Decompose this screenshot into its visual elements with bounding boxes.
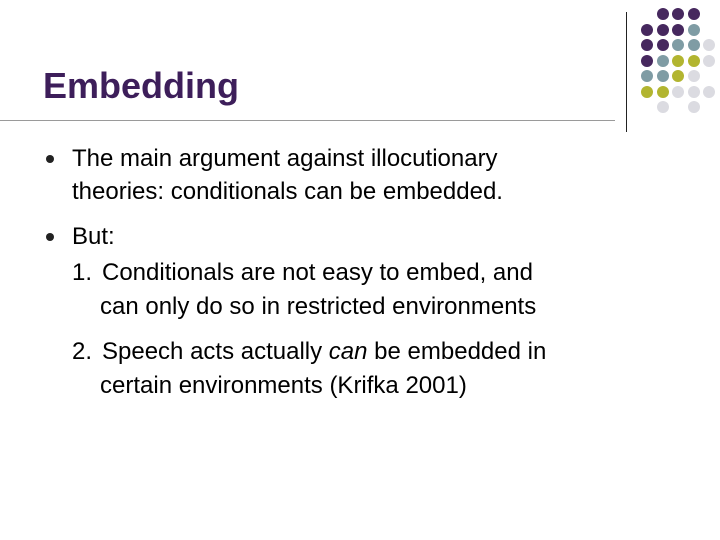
dot-gray (688, 86, 700, 98)
dot-olive (672, 70, 684, 82)
dot-purple (672, 8, 684, 20)
dot-olive (672, 55, 684, 67)
dot-olive (641, 86, 653, 98)
bullet-1-line-2: theories: conditionals can be embedded. (72, 178, 503, 205)
dot-purple (657, 24, 669, 36)
dot-spacer (641, 8, 653, 20)
dot-purple (657, 8, 669, 20)
dot-gray (688, 101, 700, 113)
dot-purple (641, 24, 653, 36)
title-divider (0, 120, 615, 121)
slide-title: Embedding (43, 65, 239, 106)
dot-purple (672, 24, 684, 36)
dot-gray (703, 39, 715, 51)
dot-gray (688, 70, 700, 82)
dot-spacer (672, 101, 684, 113)
vertical-divider (626, 12, 627, 132)
dot-gray (672, 86, 684, 98)
bullet-2-text: But: (72, 223, 115, 250)
dot-gray (703, 86, 715, 98)
dot-spacer (703, 24, 715, 36)
dot-spacer (703, 70, 715, 82)
emphasis-text: can (328, 338, 368, 365)
numbered-item-2-line-1: 2. Speech acts actually can be embedded in (72, 338, 547, 365)
dot-teal (657, 70, 669, 82)
bullet-icon (46, 233, 54, 241)
item-number: 1. (72, 259, 93, 286)
dot-gray (703, 55, 715, 67)
dot-gray (657, 101, 669, 113)
numbered-item-1-line-2: can only do so in restricted environments (100, 293, 537, 320)
numbered-item-1-line-1: 1. Conditionals are not easy to embed, and (72, 259, 533, 286)
bullet-icon (46, 155, 54, 163)
dot-teal (688, 24, 700, 36)
dot-spacer (703, 8, 715, 20)
dot-spacer (703, 101, 715, 113)
dot-olive (688, 55, 700, 67)
dot-purple (641, 39, 653, 51)
bullet-1-line-1: The main argument against illocutionary (72, 145, 498, 172)
dot-spacer (641, 101, 653, 113)
dot-teal (657, 55, 669, 67)
decorative-dot-grid (641, 8, 720, 120)
dot-olive (657, 86, 669, 98)
dot-purple (657, 39, 669, 51)
dot-teal (641, 70, 653, 82)
dot-purple (641, 55, 653, 67)
dot-purple (688, 8, 700, 20)
numbered-item-2-line-2: certain environments (Krifka 2001) (100, 372, 467, 399)
item-number: 2. (72, 338, 93, 365)
dot-teal (672, 39, 684, 51)
dot-teal (688, 39, 700, 51)
